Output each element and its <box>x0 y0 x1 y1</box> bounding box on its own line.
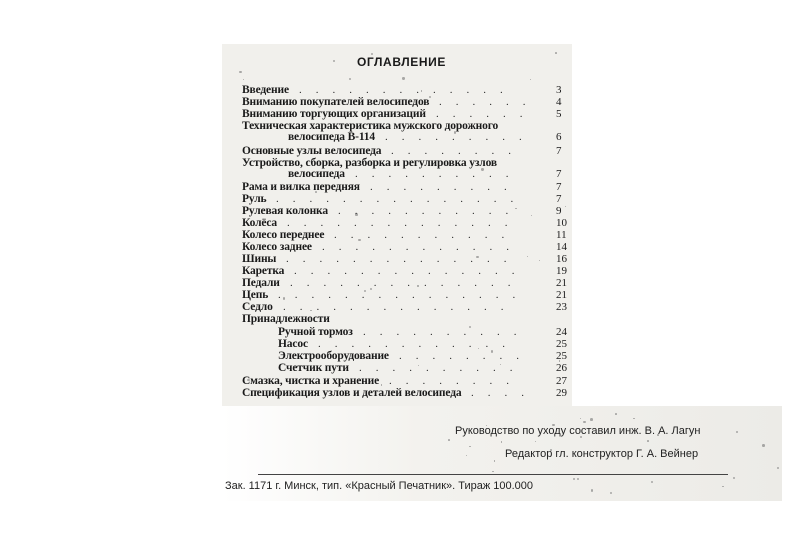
toc-entry-label: велосипеда В-114 <box>288 131 375 143</box>
toc-entry-page: 21 <box>556 277 567 289</box>
scan-speck <box>615 413 617 415</box>
toc-entry-page: 29 <box>556 387 567 399</box>
toc-title: ОГЛАВЛЕНИЕ <box>357 55 447 69</box>
toc-entry-label: Основные узлы велосипеда <box>242 145 382 157</box>
toc-entry-page: 19 <box>556 265 567 277</box>
toc-leader-dots: ........ <box>389 375 523 387</box>
toc-leader-dots: .......... <box>359 362 527 374</box>
scan-speck <box>590 418 593 421</box>
toc-entry-label: Ручной тормоз <box>278 326 353 338</box>
toc-entry-page: 23 <box>556 301 567 313</box>
toc-entry-page: 3 <box>556 84 562 96</box>
toc-entry-label: Шины <box>242 253 277 265</box>
toc-leader-dots: ........... <box>338 205 523 217</box>
scan-speck <box>722 486 723 487</box>
toc-leader-dots: ...... <box>439 96 540 108</box>
toc-entry-page: 25 <box>556 350 567 362</box>
toc-entry <box>288 131 576 144</box>
toc-leader-dots: ...... <box>436 108 537 120</box>
toc-entry <box>242 313 576 326</box>
guide-author-credit: Руководство по уходу составил инж. В. А. Лагун <box>455 425 701 437</box>
scan-speck <box>651 481 653 483</box>
toc-entry-page: 7 <box>556 145 562 157</box>
toc-leader-dots: ......... <box>370 181 521 193</box>
scan-speck <box>733 477 735 479</box>
toc-leader-dots: ........ <box>391 145 525 157</box>
toc-entry-label: Насос <box>278 338 308 350</box>
toc-entry-label: Принадлежности <box>242 313 330 325</box>
toc-entry-label: Рулевая колонка <box>242 205 328 217</box>
toc-entry-page: 7 <box>556 181 562 193</box>
toc-entry-page: 14 <box>556 241 567 253</box>
scan-speck <box>555 52 557 54</box>
toc-entry-page: 24 <box>556 326 567 338</box>
toc-entry-page: 25 <box>556 338 567 350</box>
imprint-divider <box>258 474 728 475</box>
toc-entry-page: 10 <box>556 217 567 229</box>
toc-entry-label: Техническая характеристика мужского дорожного <box>242 120 499 132</box>
scan-speck <box>448 439 450 441</box>
scan-speck <box>583 421 585 423</box>
toc-entry-label: Смазка, чистка и хранение <box>242 375 380 387</box>
toc-entry-label: Колесо заднее <box>242 241 312 253</box>
toc-entry-label: Электрооборудование <box>278 350 389 362</box>
toc-entry-label: Спецификация узлов и деталей велосипеда <box>242 387 462 399</box>
toc-entry-label: Рама и вилка передняя <box>242 181 360 193</box>
toc-leader-dots: .............. <box>286 253 521 265</box>
toc-entry <box>288 168 576 181</box>
toc-leader-dots: ........... <box>334 229 519 241</box>
scan-speck <box>762 444 765 447</box>
toc-entry-label: Руль <box>242 193 267 205</box>
toc-entry <box>242 387 576 400</box>
toc-entry-page: 7 <box>556 193 562 205</box>
toc-entry-page: 6 <box>556 131 562 143</box>
toc-leader-dots: ............ <box>322 241 523 253</box>
toc-entry-label: велосипеда <box>288 168 345 180</box>
toc-entry-page: 9 <box>556 205 562 217</box>
toc-leader-dots: .......... <box>355 168 523 180</box>
toc-leader-dots: .... <box>471 387 538 399</box>
toc-entry-label: Педали <box>242 277 280 289</box>
toc-entry-page: 21 <box>556 289 567 301</box>
toc-entry-page: 11 <box>556 229 567 241</box>
scan-speck <box>633 418 634 419</box>
printing-imprint: Зак. 1171 г. Минск, тип. «Красный Печатник». Тираж 100.000 <box>225 480 534 492</box>
toc-entry-page: 5 <box>556 108 562 120</box>
toc-entry-label: Колёса <box>242 217 278 229</box>
toc-leader-dots: ............. <box>299 84 517 96</box>
toc-entry-page: 16 <box>556 253 567 265</box>
toc-leader-dots: ........ <box>399 350 533 362</box>
scan-speck <box>243 79 244 80</box>
scan-speck <box>402 77 404 79</box>
scan-speck <box>647 440 649 442</box>
toc-entry-label: Введение <box>242 84 289 96</box>
toc-entry-label: Цепь <box>242 289 269 301</box>
toc-entry-page: 7 <box>556 168 562 180</box>
toc-leader-dots: .............. <box>294 265 529 277</box>
toc-entry-label: Колесо переднее <box>242 229 325 241</box>
toc-leader-dots: .............. <box>283 301 518 313</box>
toc-leader-dots: ............ <box>318 338 519 350</box>
toc-entry-label: Каретка <box>242 265 285 277</box>
toc-entry <box>278 362 576 375</box>
toc-entry-label: Вниманию торгующих организаций <box>242 108 426 120</box>
toc-leader-dots: ............... <box>278 289 530 301</box>
toc-leader-dots: .............. <box>287 217 522 229</box>
scan-speck <box>736 431 738 433</box>
toc-entry-label: Седло <box>242 301 273 313</box>
toc-leader-dots: .............. <box>290 277 525 289</box>
editor-credit: Редактор гл. конструктор Г. А. Вейнер <box>505 448 699 460</box>
toc-entry-label: Счетчик пути <box>278 362 349 374</box>
toc-entry-label: Устройство, сборка, разборка и регулировка узлов <box>242 157 497 169</box>
toc-entry-page: 27 <box>556 375 567 387</box>
toc-entry-page: 26 <box>556 362 567 374</box>
toc-leader-dots: .......... <box>363 326 531 338</box>
scan-speck <box>591 489 593 491</box>
scan-speck <box>492 471 493 472</box>
scan-speck <box>530 79 531 80</box>
toc-leader-dots: ......... <box>385 131 536 143</box>
scan-speck <box>610 492 612 494</box>
toc-entry-page: 4 <box>556 96 562 108</box>
toc-leader-dots: ............... <box>276 193 528 205</box>
toc-entry-label: Вниманию покупателей велосипедов <box>242 96 430 108</box>
